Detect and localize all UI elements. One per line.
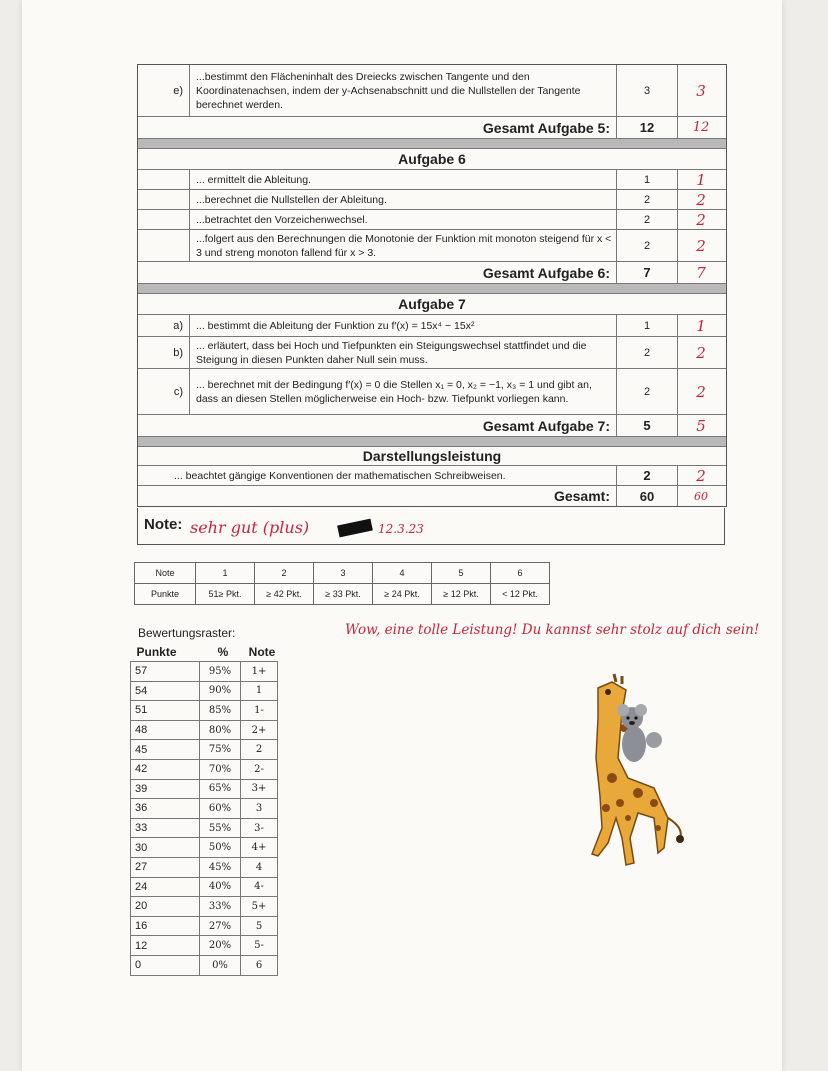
- raster-points: 42: [131, 759, 200, 779]
- redaction-mark: [337, 519, 373, 538]
- raster-grade: 2+: [241, 720, 278, 740]
- item-max: 2: [616, 337, 678, 368]
- a6-item: [138, 210, 726, 230]
- raster-row: [131, 936, 278, 956]
- raster-row: [131, 779, 278, 799]
- raster-points: 24: [131, 877, 200, 897]
- teacher-comment: Wow, eine tolle Leistung! Du kannst sehr stolz auf dich sein!: [345, 622, 760, 638]
- item-label: b): [138, 337, 190, 368]
- raster-grade: 2-: [241, 759, 278, 779]
- separator: [138, 284, 726, 294]
- item-label: a): [138, 315, 190, 336]
- item-earned: 2: [696, 236, 706, 255]
- points-cell: 51≥ Pkt.: [196, 584, 255, 605]
- item-earned: 2: [696, 382, 706, 401]
- points-cell: ≥ 12 Pkt.: [432, 584, 491, 605]
- raster-grade: 1: [241, 681, 278, 701]
- aufgabe-6-title: Aufgabe 6: [138, 149, 726, 170]
- raster-percent: 80%: [200, 720, 241, 740]
- total-aufgabe-6: [138, 262, 726, 284]
- item-max: 1: [616, 170, 678, 189]
- item-desc: ... ermittelt die Ableitung.: [196, 173, 311, 186]
- item-desc: ... berechnet mit der Bedingung f′(x) = 0 die Stellen x₁ = 0, x₂ = −1, x₃ = 1 und gibt an, dass an diesen Stellen möglicherweise ein Hoch- bzw. Tiefpunkt vorliegen kann.: [196, 378, 592, 405]
- item-max: 2: [616, 230, 678, 261]
- darst-earned: 2: [696, 466, 706, 485]
- darst-desc: ... beachtet gängige Konventionen der mathematischen Schreibweisen.: [174, 469, 506, 482]
- total-earned: 7: [696, 263, 706, 282]
- raster-row: [131, 799, 278, 819]
- assessment-table: [137, 64, 727, 507]
- raster-row: [131, 818, 278, 838]
- a7-item: [138, 315, 726, 337]
- grade-cell: 3: [314, 563, 373, 584]
- darstellung-row: [138, 466, 726, 486]
- raster-row: [131, 877, 278, 897]
- raster-grade: 3+: [241, 779, 278, 799]
- grade-cell: 5: [432, 563, 491, 584]
- grade-cell: 6: [491, 563, 550, 584]
- raster-percent: 75%: [200, 740, 241, 760]
- total-max: 7: [616, 262, 678, 283]
- item-earned: 1: [696, 170, 706, 189]
- separator: [138, 437, 726, 447]
- row-e: [138, 65, 726, 117]
- raster-grade: 5-: [241, 936, 278, 956]
- total-label: Gesamt Aufgabe 5:: [482, 119, 610, 136]
- item-desc: ...folgert aus den Berechnungen die Monotonie der Funktion mit monoton steigend für x < 3 und streng monoton fallend für x > 3.: [196, 232, 612, 259]
- raster-header-pct: %: [217, 645, 229, 659]
- raster-row: [131, 916, 278, 936]
- raster-points: 33: [131, 818, 200, 838]
- raster-grade: 1-: [241, 701, 278, 721]
- raster-points: 30: [131, 838, 200, 858]
- a7-item: [138, 369, 726, 415]
- raster-grade: 1+: [241, 662, 278, 682]
- raster-percent: 60%: [200, 799, 241, 819]
- raster-percent: 90%: [200, 681, 241, 701]
- raster-points: 48: [131, 720, 200, 740]
- item-max: 2: [616, 369, 678, 414]
- item-max: 2: [616, 210, 678, 229]
- raster-row: [131, 759, 278, 779]
- grade-cell: 1: [196, 563, 255, 584]
- raster-title: Bewertungsraster:: [138, 626, 236, 640]
- raster-points: 39: [131, 779, 200, 799]
- note-grade: sehr gut (plus): [190, 518, 310, 537]
- item-max: 2: [616, 190, 678, 209]
- points-cell: ≥ 33 Pkt.: [314, 584, 373, 605]
- raster-grade: 2: [241, 740, 278, 760]
- points-row-label: Punkte: [135, 584, 196, 605]
- raster-grade: 4-: [241, 877, 278, 897]
- total-aufgabe-5: [138, 117, 726, 139]
- gesamt-earned: 60: [694, 489, 708, 503]
- darstellung-title: Darstellungsleistung: [138, 447, 726, 466]
- raster-row: [131, 740, 278, 760]
- item-earned: 1: [696, 316, 706, 335]
- raster-percent: 27%: [200, 916, 241, 936]
- grade-table: [134, 562, 550, 605]
- note-label: Note:: [144, 516, 183, 533]
- total-max: 12: [616, 117, 678, 138]
- raster-header-punkte: Punkte: [136, 645, 177, 659]
- raster-percent: 50%: [200, 838, 241, 858]
- raster-points: 0: [131, 955, 200, 975]
- item-earned: 2: [696, 210, 706, 229]
- separator: [138, 139, 726, 149]
- raster-row: [131, 838, 278, 858]
- total-earned: 12: [692, 120, 710, 135]
- item-label: c): [138, 369, 190, 414]
- item-earned: 2: [696, 343, 706, 362]
- raster-points: 12: [131, 936, 200, 956]
- raster-points: 54: [131, 681, 200, 701]
- raster-row: [131, 897, 278, 917]
- raster-percent: 95%: [200, 662, 241, 682]
- raster-grade: 3-: [241, 818, 278, 838]
- raster-percent: 85%: [200, 701, 241, 721]
- row-earned-points: 3: [696, 81, 706, 100]
- gesamt-label: Gesamt:: [553, 488, 610, 504]
- grade-row-label: Note: [135, 563, 196, 584]
- item-max: 1: [616, 315, 678, 336]
- a6-item: [138, 170, 726, 190]
- grade-cell: 4: [373, 563, 432, 584]
- note-date: 12.3.23: [378, 522, 424, 536]
- raster-points: 20: [131, 897, 200, 917]
- item-desc: ...berechnet die Nullstellen der Ableitung.: [196, 193, 387, 206]
- total-label: Gesamt Aufgabe 7:: [482, 417, 610, 434]
- raster-points: 36: [131, 799, 200, 819]
- item-earned: 2: [696, 190, 706, 209]
- raster-table: [130, 643, 278, 976]
- raster-row: [131, 681, 278, 701]
- raster-percent: 55%: [200, 818, 241, 838]
- gesamt-row: [138, 486, 726, 506]
- item-desc: ... bestimmt die Ableitung der Funktion zu f′(x) = 15x⁴ − 15x²: [196, 319, 475, 332]
- raster-percent: 70%: [200, 759, 241, 779]
- raster-points: 51: [131, 701, 200, 721]
- raster-grade: 4: [241, 857, 278, 877]
- points-cell: ≥ 42 Pkt.: [255, 584, 314, 605]
- raster-grade: 5: [241, 916, 278, 936]
- a6-item: [138, 190, 726, 210]
- a7-item: [138, 337, 726, 369]
- raster-row: [131, 955, 278, 975]
- raster-header-note: Note: [248, 645, 276, 659]
- row-label: e): [138, 65, 190, 116]
- aufgabe-7-title: Aufgabe 7: [138, 294, 726, 315]
- raster-percent: 65%: [200, 779, 241, 799]
- raster-points: 16: [131, 916, 200, 936]
- raster-percent: 20%: [200, 936, 241, 956]
- raster-points: 45: [131, 740, 200, 760]
- total-aufgabe-7: [138, 415, 726, 437]
- darst-max: 2: [616, 466, 678, 485]
- raster-row: [131, 701, 278, 721]
- row-desc: ...bestimmt den Flächeninhalt des Dreiecks zwischen Tangente und den Koordinatenachsen, indem der y-Achsenabschnitt und die Nullstellen der Tangente berechnet werden.: [196, 70, 581, 111]
- raster-row: [131, 857, 278, 877]
- item-desc: ... erläutert, dass bei Hoch und Tiefpunkten ein Steigungswechsel stattfindet und die Steigung in diesen Punkten daher Null sein muss.: [196, 339, 587, 366]
- total-max: 5: [616, 415, 678, 436]
- raster-grade: 3: [241, 799, 278, 819]
- total-earned: 5: [696, 416, 706, 435]
- row-max-points: 3: [616, 65, 678, 116]
- points-cell: ≥ 24 Pkt.: [373, 584, 432, 605]
- raster-grade: 5+: [241, 897, 278, 917]
- points-cell: < 12 Pkt.: [491, 584, 550, 605]
- giraffe-icon: [592, 674, 684, 865]
- giraffe-koala-sticker: [568, 668, 692, 878]
- raster-row: [131, 662, 278, 682]
- item-desc: ...betrachtet den Vorzeichenwechsel.: [196, 213, 368, 226]
- raster-percent: 40%: [200, 877, 241, 897]
- gesamt-max: 60: [616, 486, 678, 506]
- raster-percent: 45%: [200, 857, 241, 877]
- raster-grade: 6: [241, 955, 278, 975]
- raster-row: [131, 720, 278, 740]
- note-box: [137, 508, 725, 545]
- a6-item: [138, 230, 726, 262]
- raster-percent: 0%: [200, 955, 241, 975]
- raster-percent: 33%: [200, 897, 241, 917]
- koala-icon: [617, 704, 662, 762]
- grade-cell: 2: [255, 563, 314, 584]
- raster-points: 27: [131, 857, 200, 877]
- total-label: Gesamt Aufgabe 6:: [482, 264, 610, 281]
- raster-grade: 4+: [241, 838, 278, 858]
- raster-points: 57: [131, 662, 200, 682]
